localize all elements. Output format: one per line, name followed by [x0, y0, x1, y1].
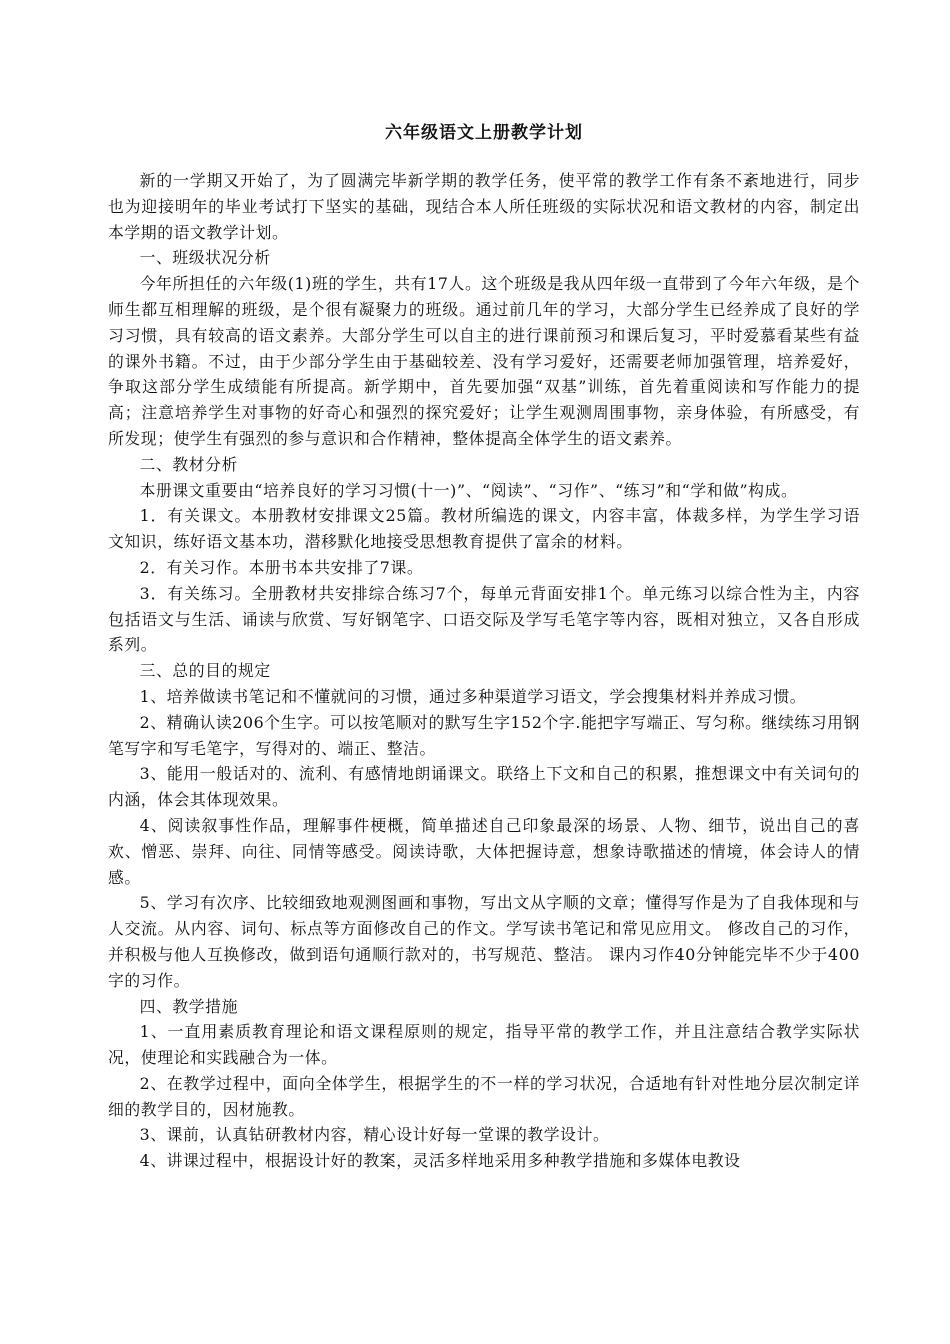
textbook-item-texts: 1．有关课文。本册教材安排课文25篇。教材所编选的课文，内容丰富，体裁多样，为学生学习语文知识，练好语文基本功，潜移默化地接受思想教育提供了富余的材料。 — [108, 506, 860, 552]
goal-item-3: 3、能用一般话对的、流利、有感情地朗诵课文。联络上下文和自己的积累，推想课文中有关词句的内涵，体会其体现效果。 — [108, 764, 860, 810]
document-body — [108, 168, 860, 1174]
textbook-item-composition: 2．有关习作。本册书本共安排了7课。 — [139, 557, 424, 577]
section-heading-textbook-analysis: 二、教材分析 — [139, 454, 238, 474]
section-heading-class-analysis: 一、班级状况分析 — [139, 248, 271, 268]
intro-paragraph: 新的一学期又开始了，为了圆满完毕新学期的教学任务，使平常的教学工作有条不紊地进行，同步也为迎接明年的毕业考试打下坚实的基础，现结合本人所任班级的实际状况和语文教材的内容，制定出本学期的语文教学计划。 — [108, 171, 860, 242]
class-analysis-paragraph: 今年所担任的六年级(1)班的学生，共有17人。这个班级是我从四年级一直带到了今年六年级，是个师生都互相理解的班级，是个很有凝聚力的班级。通过前几年的学习，大部分学生已经养成了良好的学习习惯，具有较高的语文素养。大部分学生可以自主的进行课前预习和课后复习，平时爱慕看某些有益的课外书籍。不过，由于少部分学生由于基础较差、没有学习爱好，还需要老师加强管理，培养爱好，争取这部分学生成绩能有所提高。新学期中，首先要加强“双基”训练，首先着重阅读和写作能力的提高；注意培养学生对事物的好奇心和强烈的探究爱好；让学生观测周围事物，亲身体验，有所感受，有所发现；使学生有强烈的参与意识和合作精神，整体提高全体学生的语文素养。 — [108, 274, 860, 448]
goal-item-1: 1、培养做读书笔记和不懂就问的习惯，通过多种渠道学习语文，学会搜集材料并养成习惯。 — [139, 686, 807, 706]
textbook-overview-paragraph: 本册课文重要由“培养良好的学习习惯(十一)”、“阅读”、“习作”、“练习”和“学和做”构成。 — [139, 480, 798, 500]
section-heading-measures: 四、教学措施 — [139, 996, 238, 1016]
measure-item-4: 4、讲课过程中，根据设计好的教案，灵活多样地采用多种教学措施和多媒体电教设 — [139, 1151, 741, 1171]
goal-item-4: 4、阅读叙事性作品，理解事件梗概，简单描述自己印象最深的场景、人物、细节，说出自己的喜欢、憎恶、崇拜、向往、同情等感受。阅读诗歌，大体把握诗意，想象诗歌描述的情境，体会诗人的情感。 — [108, 815, 860, 887]
measure-item-1: 1、一直用素质教育理论和语文课程原则的规定，指导平常的教学工作，并且注意结合教学实际状况，使理论和实践融合为一体。 — [108, 1022, 860, 1068]
document-page — [108, 118, 860, 1174]
goal-item-2: 2、精确认读206个生字。可以按笔顺对的默写生字152个字.能把字写端正、写匀称。继续练习用钢笔写字和写毛笔字，写得对的、端正、整洁。 — [108, 712, 860, 758]
measure-item-2: 2、在教学过程中，面向全体学生，根据学生的不一样的学习状况，合适地有针对性地分层次制定详细的教学目的，因材施教。 — [108, 1073, 860, 1119]
textbook-item-exercises: 3．有关练习。全册教材共安排综合练习7个，每单元背面安排1个。单元练习以综合性为主，内容包括语文与生活、诵读与欣赏、写好钢笔字、口语交际及学写毛笔字等内容，既相对独立，又各自形成系列。 — [108, 583, 860, 655]
goal-item-5: 5、学习有次序、比较细致地观测图画和事物，写出文从字顺的文章；懂得写作是为了自我体现和与人交流。从内容、词句、标点等方面修改自己的作文。学写读书笔记和常见应用文。 修改自己的习作，并积极与他人互换修改，做到语句通顺行款对的，书写规范、整洁。 课内习作40分钟能完毕不少于400字的习作。 — [108, 893, 860, 990]
section-heading-goals: 三、总的目的规定 — [139, 661, 271, 681]
document-title: 六年级语文上册教学计划 — [385, 123, 583, 143]
measure-item-3: 3、课前，认真钻研教材内容，精心设计好每一堂课的教学设计。 — [139, 1125, 610, 1145]
